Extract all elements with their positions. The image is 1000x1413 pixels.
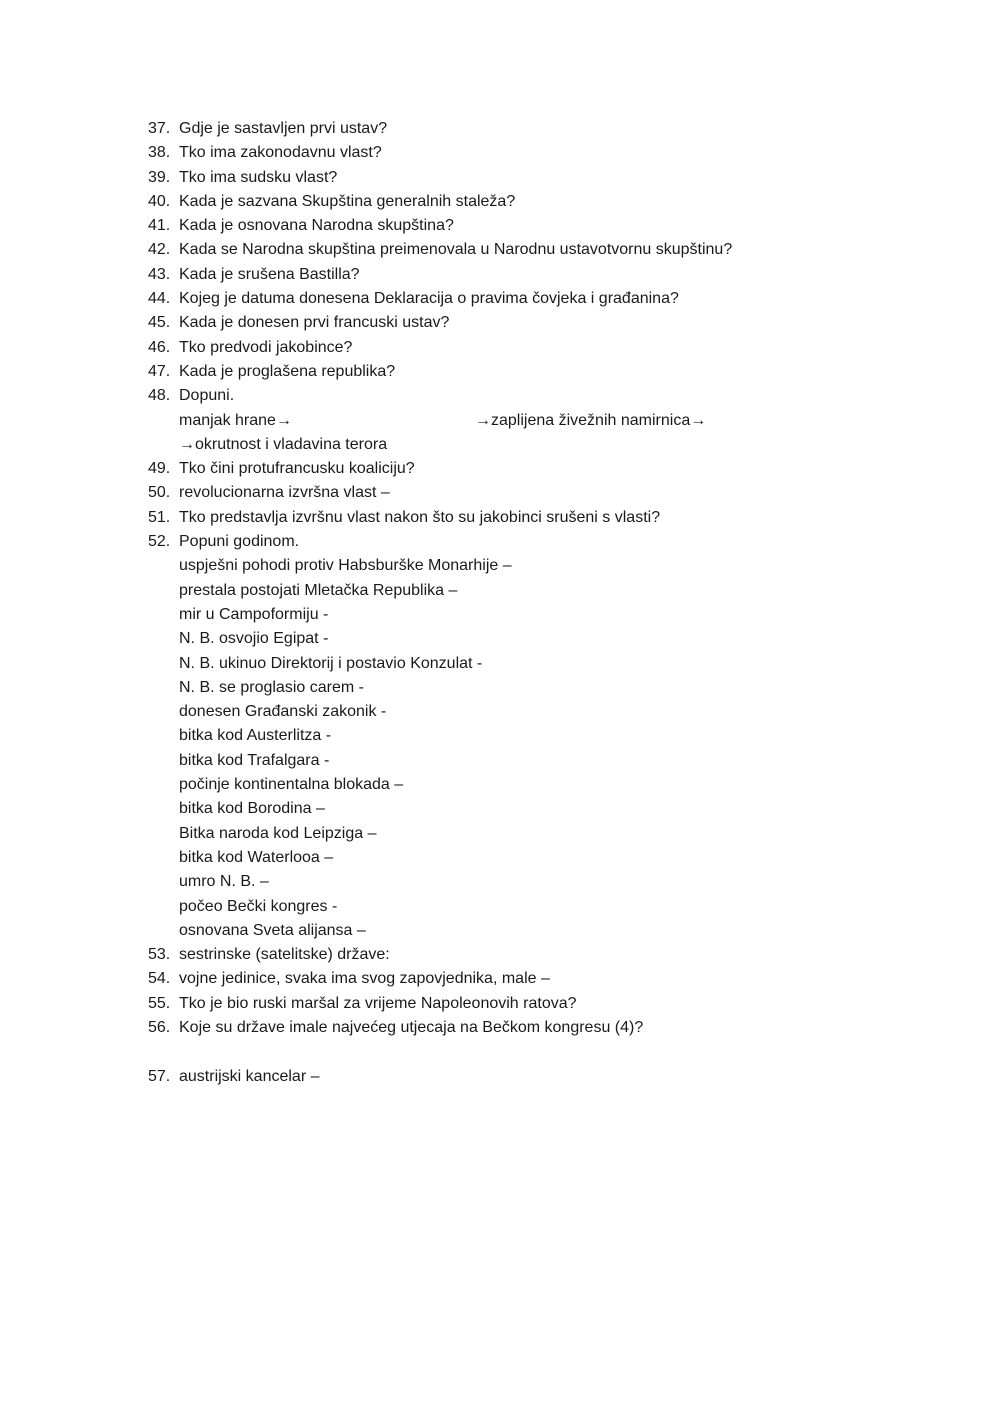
year-item [0, 676, 1000, 700]
year-item [0, 919, 1000, 943]
question-text: Tko predstavlja izvršnu vlast nakon što su jakobinci srušeni s vlasti? [179, 508, 661, 526]
question-item [0, 967, 1000, 991]
question-number: 54. [148, 970, 171, 988]
question-text: Popuni godinom. [179, 533, 300, 551]
question-text: Kada je donesen prvi francuski ustav? [179, 314, 450, 332]
year-item [0, 846, 1000, 870]
year-item-text: počeo Bečki kongres - [179, 897, 338, 915]
fill-chain-line-1 [0, 409, 1000, 433]
year-item-text: bitka kod Austerlitza - [179, 727, 332, 745]
question-number: 56. [148, 1018, 171, 1036]
question-number: 45. [148, 314, 171, 332]
question-number: 40. [148, 192, 171, 210]
question-text: Tko predvodi jakobince? [179, 338, 353, 356]
year-item-text: prestala postojati Mletačka Republika – [179, 581, 458, 599]
year-item [0, 603, 1000, 627]
year-item-text: bitka kod Waterlooa – [179, 848, 334, 866]
question-text: Kada se Narodna skupština preimenovala u Narodnu ustavotvornu skupštinu? [179, 241, 733, 259]
question-number: 43. [148, 265, 171, 283]
year-item [0, 700, 1000, 724]
question-text: Tko čini protufrancusku koaliciju? [179, 460, 415, 478]
year-item [0, 749, 1000, 773]
question-number: 42. [148, 241, 171, 259]
question-item [0, 943, 1000, 967]
question-text: austrijski kancelar – [179, 1067, 320, 1085]
question-text: Kojeg je datuma donesena Deklaracija o pravima čovjeka i građanina? [179, 290, 679, 308]
question-number: 49. [148, 460, 171, 478]
question-item [0, 506, 1000, 530]
question-text: Dopuni. [179, 387, 235, 405]
question-item [0, 457, 1000, 481]
question-item [0, 1065, 1000, 1089]
question-text: revolucionarna izvršna vlast – [179, 484, 390, 502]
question-number: 52. [148, 533, 171, 551]
question-item [0, 992, 1000, 1016]
question-text: Kada je osnovana Narodna skupština? [179, 217, 454, 235]
question-item [0, 287, 1000, 311]
question-number: 55. [148, 994, 171, 1012]
question-item [0, 214, 1000, 238]
fill-chain-second: →okrutnost i vladavina terora [179, 435, 388, 453]
question-item [0, 530, 1000, 554]
question-number: 37. [148, 120, 171, 137]
year-item-text: mir u Campoformiju - [179, 605, 329, 623]
question-number: 46. [148, 338, 171, 356]
year-item [0, 627, 1000, 651]
year-item-text: Bitka naroda kod Leipziga – [179, 824, 377, 842]
question-number: 44. [148, 290, 171, 308]
question-item [0, 384, 1000, 408]
question-number: 51. [148, 508, 171, 526]
question-number: 53. [148, 946, 171, 964]
year-item-text: donesen Građanski zakonik - [179, 703, 387, 721]
fill-chain-right: →zaplijena živežnih namirnica→ [475, 411, 707, 429]
year-item [0, 870, 1000, 894]
question-number: 47. [148, 362, 171, 380]
question-text: Kada je srušena Bastilla? [179, 265, 360, 283]
year-item-text: N. B. osvojio Egipat - [179, 630, 329, 648]
question-text: Tko ima sudsku vlast? [179, 168, 338, 186]
question-item [0, 238, 1000, 262]
year-item-text: bitka kod Borodina – [179, 800, 325, 818]
blank-spacer [0, 1040, 1000, 1064]
question-text: Gdje je sastavljen prvi ustav? [179, 120, 388, 137]
question-item [0, 481, 1000, 505]
year-item-text: N. B. se proglasio carem - [179, 678, 364, 696]
year-item-text: bitka kod Trafalgara - [179, 751, 330, 769]
year-item-text: N. B. ukinuo Direktorij i postavio Konzulat - [179, 654, 483, 672]
year-item [0, 652, 1000, 676]
year-item [0, 724, 1000, 748]
question-text: vojne jedinice, svaka ima svog zapovjednika, male – [179, 970, 550, 988]
question-number: 50. [148, 484, 171, 502]
question-item [0, 117, 1000, 141]
year-item [0, 773, 1000, 797]
year-item-text: umro N. B. – [179, 873, 269, 891]
year-item-text: uspješni pohodi protiv Habsburške Monarhije – [179, 557, 512, 575]
year-item [0, 895, 1000, 919]
question-text: Kada je sazvana Skupština generalnih staleža? [179, 192, 516, 210]
question-item [0, 190, 1000, 214]
question-text: Tko ima zakonodavnu vlast? [179, 144, 382, 162]
question-item [0, 141, 1000, 165]
year-item [0, 554, 1000, 578]
question-text: Kada je proglašena republika? [179, 362, 396, 380]
question-item [0, 1016, 1000, 1040]
question-number: 38. [148, 144, 171, 162]
question-number: 39. [148, 168, 171, 186]
question-number: 57. [148, 1067, 171, 1085]
fill-chain-left: manjak hrane→ [179, 411, 292, 429]
question-item [0, 263, 1000, 287]
year-item [0, 579, 1000, 603]
question-text: Tko je bio ruski maršal za vrijeme Napoleonovih ratova? [179, 994, 577, 1012]
question-number: 41. [148, 217, 171, 235]
question-text: Koje su države imale najvećeg utjecaja na Bečkom kongresu (4)? [179, 1018, 644, 1036]
question-list [0, 117, 1000, 1089]
year-item-text: počinje kontinentalna blokada – [179, 776, 404, 794]
year-item [0, 797, 1000, 821]
question-item [0, 360, 1000, 384]
fill-chain-line-2 [0, 433, 1000, 457]
question-item [0, 311, 1000, 335]
year-item [0, 822, 1000, 846]
question-item [0, 336, 1000, 360]
question-item [0, 166, 1000, 190]
year-item-text: osnovana Sveta alijansa – [179, 921, 366, 939]
question-number: 48. [148, 387, 171, 405]
question-text: sestrinske (satelitske) države: [179, 946, 390, 964]
